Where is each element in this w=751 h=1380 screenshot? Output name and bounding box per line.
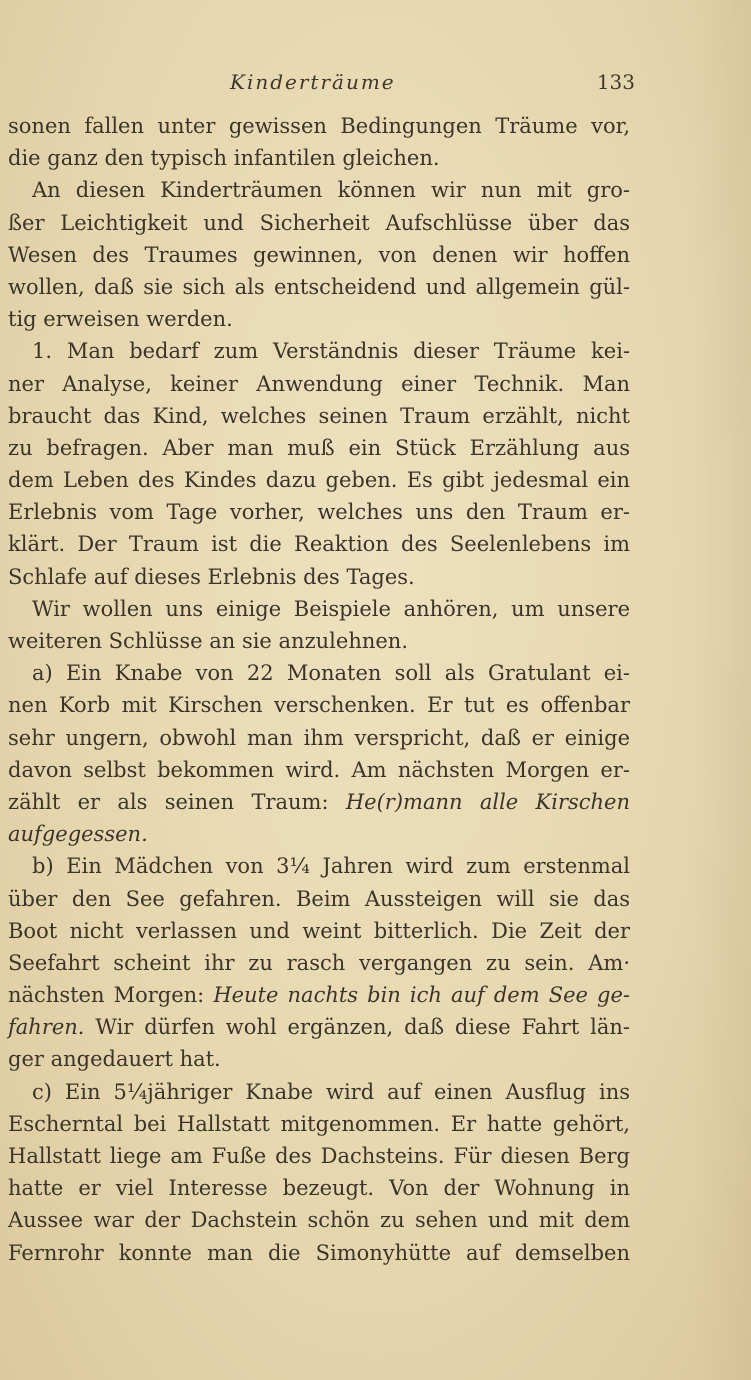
text-line xyxy=(8,110,630,142)
text-line xyxy=(8,207,630,239)
page-edge-shadow xyxy=(691,0,751,1380)
text-line xyxy=(8,1172,630,1204)
text-line xyxy=(8,1108,630,1140)
text-line xyxy=(8,400,630,432)
text-run: sehr ungern, obwohl man ihm verspricht, daß er einige xyxy=(8,725,630,750)
text-run: tig erweisen werden. xyxy=(8,307,233,332)
text-line xyxy=(8,818,630,850)
text-line xyxy=(8,915,630,947)
text-run: Wesen des Traumes gewinnen, von denen wir hoffen xyxy=(8,242,630,267)
italic-text: aufgegessen. xyxy=(8,822,148,847)
text-run: Hallstatt liege am Fuße des Dachsteins. Für diesen Berg xyxy=(8,1144,630,1168)
text-line xyxy=(8,883,630,915)
text-run: klärt. Der Traum ist die Reaktion des Seelenlebens im xyxy=(8,532,630,557)
text-run: 1. Man bedarf zum Verständnis dieser Träume kei- xyxy=(32,339,630,364)
text-line xyxy=(8,1011,630,1043)
text-line xyxy=(8,528,630,560)
text-run: zu befragen. Aber man muß ein Stück Erzählung aus xyxy=(8,435,630,460)
text-run: weiteren Schlüsse an sie anzulehnen. xyxy=(8,629,408,653)
text-run: die ganz den typisch infantilen gleichen. xyxy=(8,146,440,171)
text-line xyxy=(8,174,630,206)
text-line xyxy=(8,1204,630,1236)
text-run: Wir dürfen wohl ergänzen, daß diese Fahrt län- xyxy=(84,1015,630,1040)
text-run: nen Korb mit Kirschen verschenken. Er tut es offenbar xyxy=(8,693,630,718)
text-run: wollen, daß sie sich als entscheidend und allgemein gül- xyxy=(8,274,630,299)
text-line xyxy=(8,368,630,400)
text-line xyxy=(8,657,630,689)
text-run: dem Leben des Kindes dazu geben. Es gibt jedesmal ein xyxy=(8,468,630,493)
text-line xyxy=(8,303,630,335)
text-line xyxy=(8,142,630,174)
text-run: ßer Leichtigkeit und Sicherheit Aufschlüsse über das xyxy=(8,210,630,235)
text-run: Escherntal bei Hallstatt mitgenommen. Er hatte gehört, xyxy=(8,1111,630,1136)
text-line xyxy=(8,979,630,1011)
text-line xyxy=(8,722,630,754)
text-run: Fernrohr konnte man die Simonyhütte auf demselben xyxy=(8,1240,630,1265)
text-line xyxy=(8,432,630,464)
text-line xyxy=(8,754,630,786)
text-run: braucht das Kind, welches seinen Traum erzählt, nicht xyxy=(8,403,630,428)
text-line xyxy=(8,239,630,271)
italic-text: Heute nachts bin ich auf dem See ge- xyxy=(213,983,630,1008)
text-line xyxy=(8,947,630,979)
text-run: Wir wollen uns einige Beispiele anhören, um unsere xyxy=(32,596,630,621)
text-run: Aussee war der Dachstein schön zu sehen und mit dem xyxy=(8,1208,630,1233)
text-run: ger angedauert hat. xyxy=(8,1047,221,1072)
body-text xyxy=(8,110,630,1269)
text-line xyxy=(8,464,630,496)
text-run: Seefahrt scheint ihr zu rasch vergangen zu sein. Am· xyxy=(8,950,630,975)
text-run: ner Analyse, keiner Anwendung einer Technik. Man xyxy=(8,371,630,396)
text-run: nächsten Morgen: xyxy=(8,983,214,1008)
text-run: c) Ein 5¼jähriger Knabe wird auf einen Ausflug ins xyxy=(32,1079,630,1104)
text-line xyxy=(8,689,630,721)
text-run: Boot nicht verlassen und weint bitterlich. Die Zeit der xyxy=(8,918,630,943)
italic-text: fahren. xyxy=(8,1015,85,1040)
text-line xyxy=(8,1043,630,1075)
italic-text: He(r)mann alle Kirschen xyxy=(345,789,630,814)
text-run: hatte er viel Interesse bezeugt. Von der Wohnung in xyxy=(8,1176,630,1201)
text-run: Schlafe auf dieses Erlebnis des Tages. xyxy=(8,564,415,589)
text-run: davon selbst bekommen wird. Am nächsten Morgen er- xyxy=(8,757,630,782)
running-title: Kinderträume xyxy=(230,70,396,94)
text-line xyxy=(8,271,630,303)
text-run: b) Ein Mädchen von 3¼ Jahren wird zum erstenmal xyxy=(32,854,630,879)
text-line xyxy=(8,1076,630,1108)
text-line xyxy=(8,561,630,593)
text-run: sonen fallen unter gewissen Bedingungen Träume vor, xyxy=(8,114,630,138)
text-run: Erlebnis vom Tage vorher, welches uns den Traum er- xyxy=(8,500,630,525)
text-line xyxy=(8,496,630,528)
text-line xyxy=(8,786,630,818)
text-line xyxy=(8,850,630,882)
text-run: An diesen Kinderträumen können wir nun mit gro- xyxy=(32,178,630,203)
text-line xyxy=(8,1140,630,1172)
text-line xyxy=(8,625,630,657)
text-run: zählt er als seinen Traum: xyxy=(8,789,346,814)
running-head xyxy=(0,70,751,100)
text-run: über den See gefahren. Beim Aussteigen will sie das xyxy=(8,886,630,911)
text-line xyxy=(8,335,630,367)
text-line xyxy=(8,593,630,625)
text-run: a) Ein Knabe von 22 Monaten soll als Gratulant ei- xyxy=(32,661,630,686)
page-number: 133 xyxy=(596,70,635,94)
text-line xyxy=(8,1237,630,1269)
